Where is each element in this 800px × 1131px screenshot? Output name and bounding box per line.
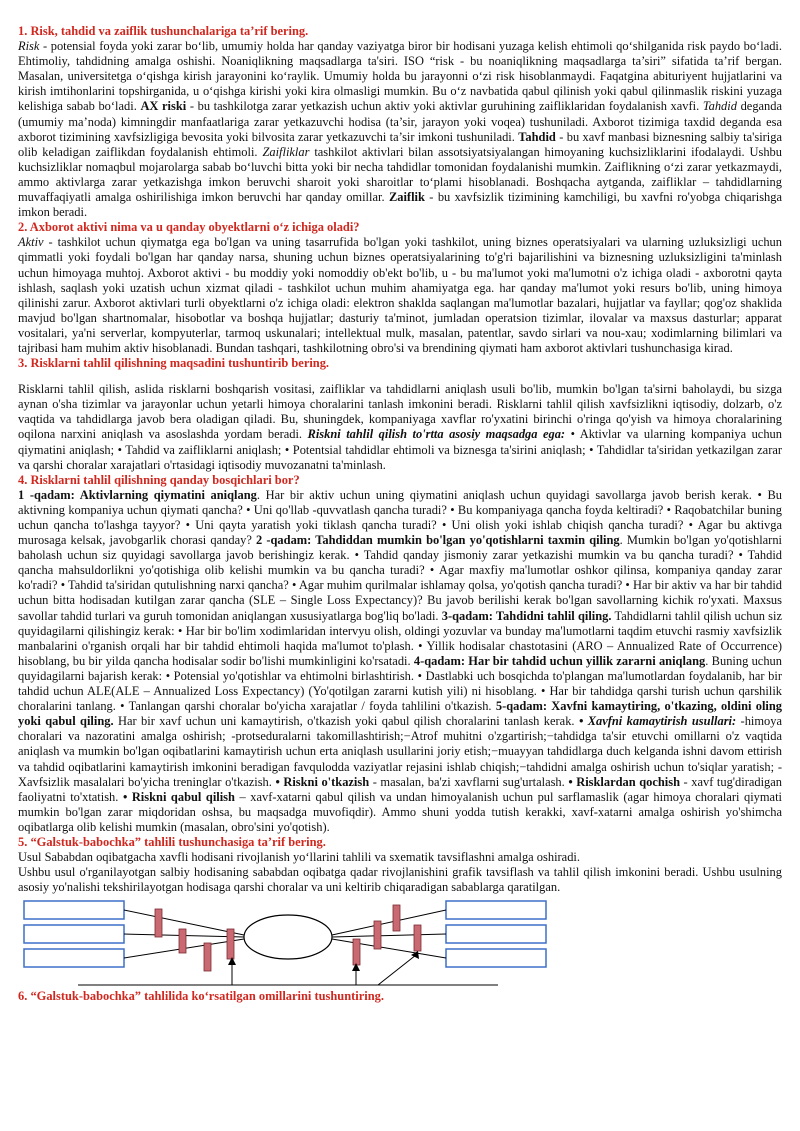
term-riskni-otkazish: • Riskni o'tkazish: [275, 774, 370, 789]
barrier: [227, 929, 234, 959]
document-page: [18, 24, 782, 1004]
cause-box: [24, 925, 124, 943]
cause-box: [24, 901, 124, 919]
step-4-title: 4-qadam: Har bir tahdid uchun yillik zararni aniqlang: [413, 653, 706, 668]
barrier: [393, 905, 400, 931]
consequence-line: [332, 934, 446, 937]
heading-4: 4. Risklarni tahlil qilishning qanday bosqichlari bor?: [18, 472, 300, 487]
paragraph-2: Aktiv - tashkilot uchun qiymatga ega bo'lgan va uning tasarrufida bo'lgan yoki tashkilot, uning biznes operatsiyalari va ularning uzluksizligi uchun qimmatli yoki foydali bo'lgan har qanday narsa, shuning uchun biznes operatsiyalarining to'g'ri bajarilishini va biznesning uzluksizligini ta'minlash uchun himoyaga muhtoj. Axborot aktivi - bu moddiy yoki nomoddiy ob'ekt bo'lib, u - bu ma'lumot yoki ma'lumotni o'z ichiga oladi - axborotni qayta ishlash, saqlash yoki uzatish uchun xizmat qiladi - tashkilot uchun muhim ahamiyatga ega. har qanday ma'lumot yoki resurs bo'lib, uning himoya qilinishi zarur. Axborot aktivlari turli obyektlarni o'z ichiga oladi: elektron shaklda saqlangan ma'lumotlar bazalari, hujjatlar va fayllar; qog'oz shaklida mavjud bo'lgan shartnomalar, hisobotlar va boshqa hujjatlar; dasturiy ta'minot, jumladan operatsion tizimlar, ilovalar va maxsus dasturlar; apparat vositalari, ya'ni serverlar, kompyuterlar, tarmoq uskunalari; intellektual mulk, masalan, patentlar, savdo sirlari va nou-xau; xodimlarning bilimlari va tajribasi ham muhim aktiv hisoblanadi. Bundan tashqari, tashkilotning obro'si va brendining qiymati ham axborot aktivlari tushunchasiga kirad.: [18, 235, 782, 355]
paragraph-5a: Usul Sababdan oqibatgacha xavfli hodisani rivojlanish yo‘llarini tahlili va sxematik tavsiflashni amalga oshiradi.: [18, 850, 580, 865]
step-3-title: 3-qadam: Tahdidni tahlil qiling.: [441, 608, 612, 623]
paragraph-4: 1 -qadam: Aktivlarning qiymatini aniqlang. Har bir aktiv uchun uning qiymatini aniqlash uchun quyidagi savollarga javob berish kerak. • Bu aktivning kompaniya uchun qiymati qancha? • Uni qo'llab -quvvatlash qancha turadi? • Bu kompaniyaga qancha foyda keltiradi? • Raqobatchilar buning uchun qancha to'lashga tayyor? • Uni qayta yaratish yoki tiklash qancha turadi? • Uni olish yoki ishlab chiqish qancha turadi? • Agar bu aktivga murosaga kelsak, javobgarlik chorasi qanday? 2 -qadam: Tahdiddan mumkin bo'lgan yo'qotishlarni taxmin qiling. Mumkin bo'lgan yo'qotishlarni baholash uchun siz quyidagi savollarga javob berishingiz kerak. • Tahdid qanday jismoniy zarar yetkazishi mumkin va bu qancha turadi? • Tahdid qancha mahsuldorlikni yo'qotishiga olib kelishi mumkin va bu qancha turadi? • Agar maxfiy ma'lumotlar oshkor qilinsa, kompaniya qanday zarar ko'radi? • Tahdid ta'siridan qutulishning narxi qancha? • Agar muhim qurilmalar ishlamay qolsa, yo'qotish qancha turadi? • Har bir aktiv va har bir tahdid uchun bitta hodisadan kutilgan zarar qancha (SLE – Single Loss Expectancy)? Bu javob berilishi kerak bo'lgan savollarning kichik ro'yxati. Maxsus savollar tahdid turlari va guruh tomonidan aniqlangan xususiyatlarga bog'liq bo'ladi. 3-qadam: Tahdidni tahlil qiling. Tahdidlarni tahlil qilish uchun siz quyidagilarni qilishingiz kerak: • Har bir bo'lim xodimlaridan intervyu olish, oldingi yozuvlar va bunday ma'lumotlarni taqdim etuvchi rasmiy xavfsizlik manbalarini o'rganish orqali har bir tahdid ehtimoli haqida ma'lumot to'plash. • Yillik hodisalar chastotasini (ARO – Annualized Rate of Occurrence) hisoblang, bu bir yilda qancha hodisalar sodir bo'lishi mumkinligini ko'rsatadi. 4-qadam: Har bir tahdid uchun yillik zararni aniqlang. Buning uchun quyidagilarni bajarish kerak: • Potensial yo'qotishlar va ehtimolni birlashtirish. • Dastlabki uch bosqichda to'plangan ma'lumotlardan foydalanib, har bir tahdid uchun ALE(ALE – Annualized Loss Expectancy) (Yo'qotilgan zararni kutish yili) ni hisoblang. • Har bir tahdidga qarshi turish uchun qarshilik choralarini tanlang. • Tanlangan qarshi choralar bo'yicha xarajatlar / foyda tahlilini o'tkazish. 5-qadam: Xavfni kamaytiring, o'tkazing, oldini oling yoki qabul qiling. Har bir xavf uchun uni kamaytirish, o'tkazish yoki qabul qilish choralarini tanlash kerak. • Xavfni kamaytirish usullari: -himoya choralari va nazoratini amalga oshirish; -protseduralarni takomillashtirish;−Atrof muhitni o'zgartirish;−tahdidga ta'sir etuvchi omillarni o'z vaqtida aniqlash va mumkin bo'lgan oqibatlarini kamaytirish uchun erta aniqlash usullarini joriy etish;−muayyan tahdidlarga duch kelganda ishni davom ettirish va tahdid oqibatlarini kamaytirish imkonini beradigan favqulodda vaziyatlar rejasini ishlab chiqish;−tahdidni amalga oshirish uchun to'siqlar yaratish; -Xavfsizlik masalalari bo'yicha treninglar o'tkazish. • Riskni o'tkazish - masalan, ba'zi xavflarni sug'urtalash. • Risklardan qochish - xavf tug'diradigan faoliyatni to'xtatish. • Riskni qabul qilish – xavf-xatarni qabul qilish va undan himoyalanish uchun pul sarflamaslik (agar himoya choralari qiymati mumkin bo'lgan zarar miqdoridan oshsa, bu maqsadga muvofiqdir). Ammo shuni yodda tutish kerakki, xavf-xatarni amalga oshirish yo'shimcha oqibatlarga olib kelishi mumkin (masalan, obro'sini yo'qotish).: [18, 487, 783, 834]
heading-1: 1. Risk, tahdid va zaiflik tushunchalariga ta’rif bering.: [18, 24, 309, 38]
top-event-ellipse: [244, 915, 332, 959]
term-ax-riski: AX riski: [140, 99, 187, 114]
heading-5: 5. “Galstuk-babochka” tahlili tushunchasiga ta’rif bering.: [18, 834, 326, 849]
barrier: [204, 943, 211, 971]
bow-tie-diagram: [18, 899, 782, 989]
heading-2: 2. Axborot aktivi nima va u qanday obyektlarni o‘z ichiga oladi?: [18, 220, 360, 235]
barrier: [374, 921, 381, 949]
term-aktiv: Aktiv: [18, 235, 44, 250]
paragraph-1: Risk - potensial foyda yoki zarar bo‘lib, umumiy holda har qanday vaziyatga biror bir hodisani yuzaga kelish ehtimoli qo‘shilganida risk paydo bo‘ladi. Ehtimoliy, tahdidning amalga oshishi. Noaniqlikning maqsadlarga ta'siri. ISO “risk - bu noaniqlikning maqsadlarga ta’siri” sifatida ta’rif bergan. Masalan, universitetga o‘qishga kirish jarayonini ko‘raylik. Umumiy holda bu jarayonni o‘zi risk hisoblanmaydi. Faqatgina abituriyent hujjatlarini va kirish imtihonlarini topshirganida, u o‘qishga kirishi yoki kira olmasligi mumkin. Bu o‘z navbatida qabul qilinish yoki qabul qilinmaslik riskini yuzaga kelishiga sabab bo‘ladi. AX riski - bu tashkilotga zarar yetkazish uchun aktiv yoki aktivlar guruhining zaifliklaridan foydalanish xavfi. Tahdid deganda (umumiy ma’noda) kimningdir manfaatlariga zarar yetkazuvchi hodisa (ta’sir, jarayon yoki voqea) tushuniladi. Axborot tizimiga taxdid deganda esa axborot tizimining xavfsizligiga bevosita yoki bilvosita zarar yetkazuvchi ta’sir imkoni tushuniladi. Tahdid - bu xavf manbasi biznesning salbiy ta'siriga olib keladigan zaiflikdan foydalanish ehtimoli. Zaifliklar tashkilot aktivlari bilan assotsiyatsiyalangan himoyaning kuchsizliklarini ifodalaydi. Ushbu kuchsizliklar nomaqbul mojarolarga sabab bo‘luvchi bitta yoki bir necha tahdidlar tomonidan foydalanishi mumkin. Zaiflikning o‘zi zarar yetkazmaydi, ammo aktivlarga zarar yetkazishga imkon beruvchi sharoit yoki sharoitlar to‘plami hisoblanadi. Boshqacha aytganda, zaifliklar – tahdidlarning muvaffaqiyatli amalga oshirilishiga imkon beruvchi har qanday omillar. Zaiflik - bu xavfsizlik tizimining kamchiligi, bu xavfni ro'yobga chiqarishga imkon beradi.: [18, 39, 783, 220]
heading-3: 3. Risklarni tahlil qilishning maqsadini tushuntirib bering.: [18, 356, 330, 371]
consequence-box: [446, 925, 546, 943]
consequence-line: [332, 939, 446, 958]
term-risk: Risk: [18, 39, 40, 54]
arrow-shaft: [378, 955, 416, 985]
paragraph-3: Risklarni tahlil qilish, aslida risklarni boshqarish vositasi, zaifliklar va tahdidlarni aniqlash usuli bo'lib, mumkin bo'lgan ta'sirni baholaydi, bu sizga aynan o'sha tizimlar va jarayonlar uchun yetarli himoya choralarini tanlash imkonini beradi. Risklarni tahlil qilish xavfsizlikni iqtisodiy, dolzarb, o'z vaqtida va tahdidlarga javob bera oladigan qiladi. Bu, shuningdek, kompaniyaga xavflar ro'yxatini birinchi o'ringa qo'yish va himoya choralarining oqilona narxini aniqlash va asoslashda yordam beradi. Riskni tahlil qilish to'rtta asosiy maqsadga ega: • Aktivlar va ularning kompaniya uchun qiymatini aniqlash; • Tahdid va zaifliklarni aniqlash; • Potentsial tahdidlar ehtimoli va biznesga ta'sirini aniqlash; • Tahdidlar ta'siridan yetkazilgan zarar va qarshi choralar xarajatlari o'rtasidagi iqtisodiy muvozanatni ta'minlash.: [18, 382, 782, 472]
paragraph-5b: Ushbu usul o'rganilayotgan salbiy hodisaning sababdan oqibatga qadar rivojlanishini grafik tavsiflash va tahlil qilish imkonini beradi. Ushbu usulning asosiy yo'nalishi tekshirilayotgan hodisaga qarshi choralar va uni keltirib chiqaradigan sabablarga qaratilgan.: [18, 865, 782, 895]
term-xavfni-kamaytirish: • Xavfni kamaytirish usullari:: [578, 714, 737, 729]
term-tahdid: Tahdid: [702, 99, 737, 114]
term-zaifliklar: Zaifliklar: [262, 144, 310, 159]
barrier: [414, 925, 421, 951]
barrier: [155, 909, 162, 937]
heading-6: 6. “Galstuk-babochka” tahlilida ko‘rsatilgan omillarini tushuntiring.: [18, 989, 384, 1004]
barrier: [353, 939, 360, 965]
consequence-line: [332, 910, 446, 935]
term-four-goals: Riskni tahlil qilish to'rtta asosiy maqsadga ega:: [307, 427, 566, 442]
consequence-box: [446, 901, 546, 919]
consequence-box: [446, 949, 546, 967]
step-1-title: 1 -qadam: Aktivlarning qiymatini aniqlang: [18, 487, 257, 502]
step-5-title: 5-qadam: Xavfni kamaytiring, o'tkazing, oldini oling yoki qabul qiling.: [18, 699, 782, 729]
barrier: [179, 929, 186, 953]
cause-box: [24, 949, 124, 967]
bow-tie-svg: [18, 899, 782, 989]
step-2-title: 2 -qadam: Tahdiddan mumkin bo'lgan yo'qotishlarni taxmin qiling: [256, 533, 620, 548]
spacer: [18, 371, 782, 382]
term-risklardan-qochish: • Risklardan qochish: [568, 774, 680, 789]
term-zaiflik: Zaiflik: [388, 190, 425, 205]
term-riskni-qabul: • Riskni qabul qilish: [122, 789, 235, 804]
term-tahdid-bold: Tahdid: [518, 129, 556, 144]
